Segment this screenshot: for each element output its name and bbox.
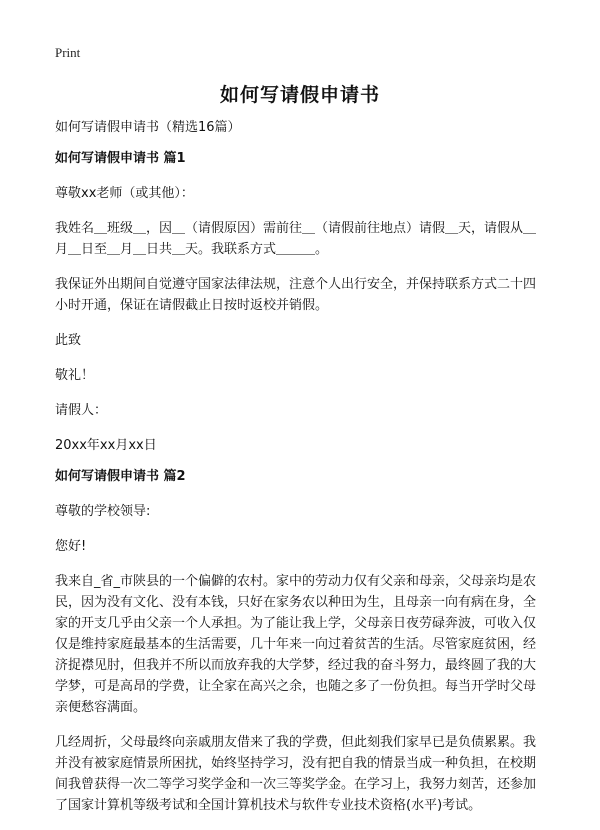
closing-line-2: 敬礼！ [55,368,95,383]
greeting-2: 尊敬的学校领导: [55,504,151,519]
hello-line: 您好! [55,539,87,554]
document-body [55,117,547,830]
paragraph-1-1: 我姓名＿班级＿，因＿（请假原因）需前往＿（请假前往地点）请假＿天，请假从＿月＿日至＿月＿日共＿天。我联系方式＿＿＿。 [55,221,537,257]
paragraph-2-1: 我来自_省_市陕县的一个偏僻的农村。家中的劳动力仅有父亲和母亲，父母亲均是农民，因为没有文化、没有本钱，只好在家务农以种田为生，且母亲一向有病在身，全家的开支几乎由父亲一个人承担。为了能让我上学，父母亲日夜劳碌奔波，可收入仅仅是维持家庭最基本的生活需要，几十年来一向过着贫苦的生活。尽管家庭贫困，经济捉襟见肘，但我并不所以而放弃我的大学梦，经过我的奋斗努力，最终圆了我的大学梦，可是高昂的学费，让全家在高兴之余，也随之多了一份负担。每当开学时父母亲便愁容满面。 [55,574,537,715]
intro-line: 如何写请假申请书（精选16篇） [55,120,241,135]
section-heading-1: 如何写请假申请书 篇1 [55,151,186,166]
paragraph-1-2: 我保证外出期间自觉遵守国家法律法规，注意个人出行安全，并保持联系方式二十四小时开通，保证在请假截止日按时返校并销假。 [55,277,537,313]
date-line: 20xx年xx月xx日 [55,438,157,453]
print-label: Print [55,45,81,60]
greeting-1: 尊敬xx老师（或其他）： [55,186,194,201]
closing-line-1: 此致 [55,333,82,348]
signature-line: 请假人： [55,403,108,418]
paragraph-2-2: 几经周折，父母最终向亲戚朋友借来了我的学费，但此刻我们家早已是负债累累。我并没有被家庭情景所困扰，始终坚持学习，没有把自我的情景当成一种负担，在校期间我曾获得一次二等学习奖学金和一次三等奖学金。在学习上，我努力刻苦，还参加了国家计算机等级考试和全国计算机技术与软件专业技术资格(水平)考试。 [55,735,537,813]
section-heading-2: 如何写请假申请书 篇2 [55,469,186,484]
page-title: 如何写请假申请书 [219,84,380,106]
